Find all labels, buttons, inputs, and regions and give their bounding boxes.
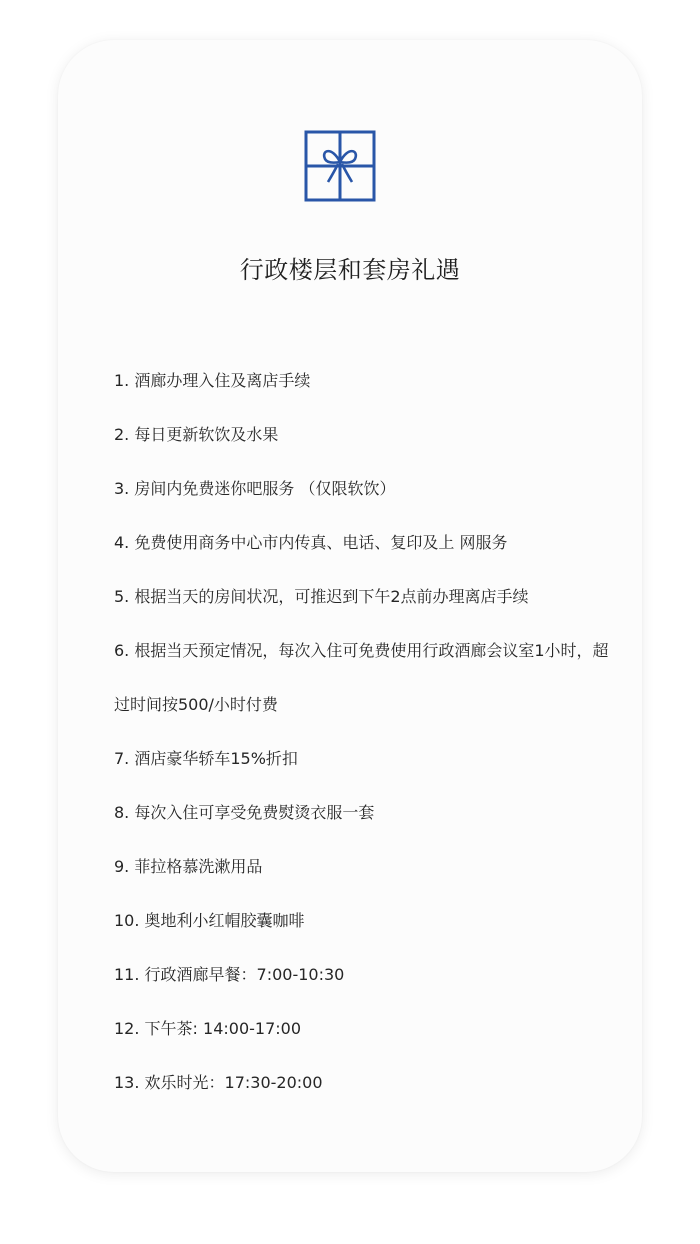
page-title: 行政楼层和套房礼遇: [239, 256, 461, 284]
benefit-item-9: 9. 菲拉格慕洗漱用品: [114, 857, 263, 876]
benefit-item-7: 7. 酒店豪华轿车15%折扣: [114, 749, 298, 768]
benefit-item-8: 8. 每次入住可享受免费熨烫衣服一套: [114, 803, 375, 822]
benefit-item-4: 4. 免费使用商务中心市内传真、电话、复印及上 网服务: [114, 533, 508, 552]
benefit-item-6: 6. 根据当天预定情况，每次入住可免费使用行政酒廊会议室1小时，超过时间按500/小时付费: [114, 641, 609, 714]
benefit-item-10: 10. 奥地利小红帽胶囊咖啡: [114, 911, 305, 930]
benefits-card: [58, 40, 642, 1172]
benefit-item-5: 5. 根据当天的房间状况，可推迟到下午2点前办理离店手续: [114, 587, 529, 606]
benefit-item-11: 11. 行政酒廊早餐：7:00-10:30: [114, 965, 345, 984]
benefit-item-2: 2. 每日更新软饮及水果: [114, 425, 279, 444]
benefits-list: [114, 354, 624, 1110]
gift-icon: [304, 130, 376, 202]
benefit-item-3: 3. 房间内免费迷你吧服务 （仅限软饮）: [114, 479, 396, 498]
benefit-item-12: 12. 下午茶: 14:00-17:00: [114, 1019, 302, 1038]
benefit-item-1: 1. 酒廊办理入住及离店手续: [114, 371, 311, 390]
benefit-item-13: 13. 欢乐时光：17:30-20:00: [114, 1073, 323, 1092]
